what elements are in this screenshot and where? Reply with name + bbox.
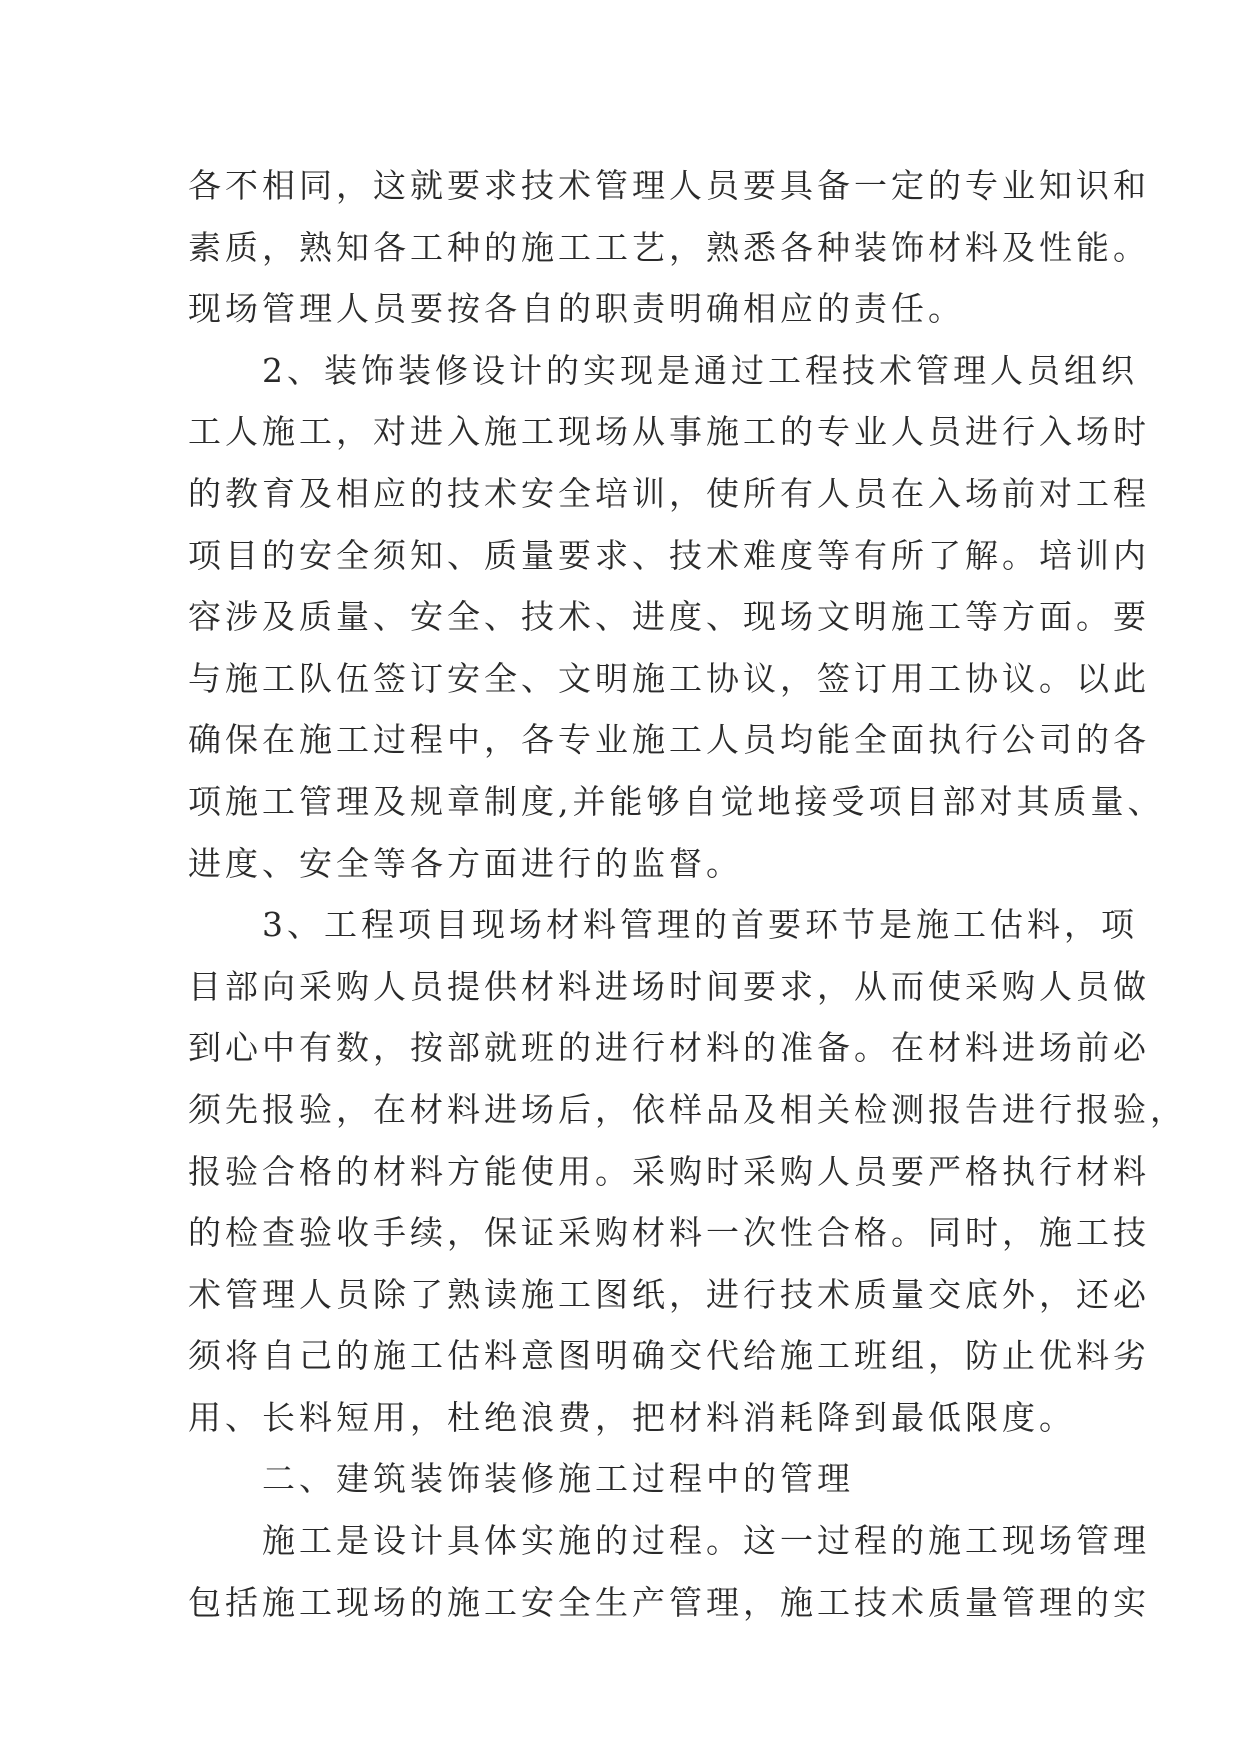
- text-line: 须先报验，在材料进场后，依样品及相关检测报告进行报验，: [188, 1089, 1187, 1129]
- text-line: 素质，熟知各工种的施工工艺，熟悉各种装饰材料及性能。: [188, 227, 1150, 267]
- text-line: 3、工程项目现场材料管理的首要环节是施工估料，项: [188, 905, 1138, 945]
- text-line: 目部向采购人员提供材料进场时间要求，从而使采购人员做: [188, 966, 1150, 1006]
- text-line: 现场管理人员要按各自的职责明确相应的责任。: [188, 289, 965, 329]
- text-line: 2、装饰装修设计的实现是通过工程技术管理人员组织: [188, 350, 1138, 390]
- text-line: 各不相同，这就要求技术管理人员要具备一定的专业知识和: [188, 166, 1150, 205]
- text-line: 用、长料短用，杜绝浪费，把材料消耗降到最低限度。: [188, 1397, 1076, 1437]
- text-line: 容涉及质量、安全、技术、进度、现场文明施工等方面。要: [188, 597, 1150, 637]
- text-line: 进度、安全等各方面进行的监督。: [188, 843, 743, 883]
- text-line: 的检查验收手续，保证采购材料一次性合格。同时，施工技: [188, 1213, 1150, 1253]
- section-heading: 二、建筑装饰装修施工过程中的管理: [188, 1459, 854, 1499]
- text-line: 报验合格的材料方能使用。采购时采购人员要严格执行材料: [188, 1151, 1150, 1191]
- text-line: 项目的安全须知、质量要求、技术难度等有所了解。培训内: [188, 535, 1150, 575]
- text-line: 的教育及相应的技术安全培训，使所有人员在入场前对工程: [188, 473, 1150, 513]
- document-body: [188, 155, 1187, 1633]
- text-line: 项施工管理及规章制度,并能够自觉地接受项目部对其质量、: [188, 781, 1165, 821]
- text-line: 到心中有数，按部就班的进行材料的准备。在材料进场前必: [188, 1028, 1150, 1068]
- text-line: 包括施工现场的施工安全生产管理，施工技术质量管理的实: [188, 1582, 1150, 1622]
- text-line: 工人施工，对进入施工现场从事施工的专业人员进行入场时: [188, 412, 1150, 452]
- text-line: 与施工队伍签订安全、文明施工协议，签订用工协议。以此: [188, 658, 1150, 698]
- text-line: 施工是设计具体实施的过程。这一过程的施工现场管理: [188, 1521, 1150, 1561]
- text-line: 确保在施工过程中，各专业施工人员均能全面执行公司的各: [188, 720, 1150, 760]
- text-line: 术管理人员除了熟读施工图纸，进行技术质量交底外，还必: [188, 1274, 1150, 1314]
- text-line: 须将自己的施工估料意图明确交代给施工班组，防止优料劣: [188, 1336, 1150, 1376]
